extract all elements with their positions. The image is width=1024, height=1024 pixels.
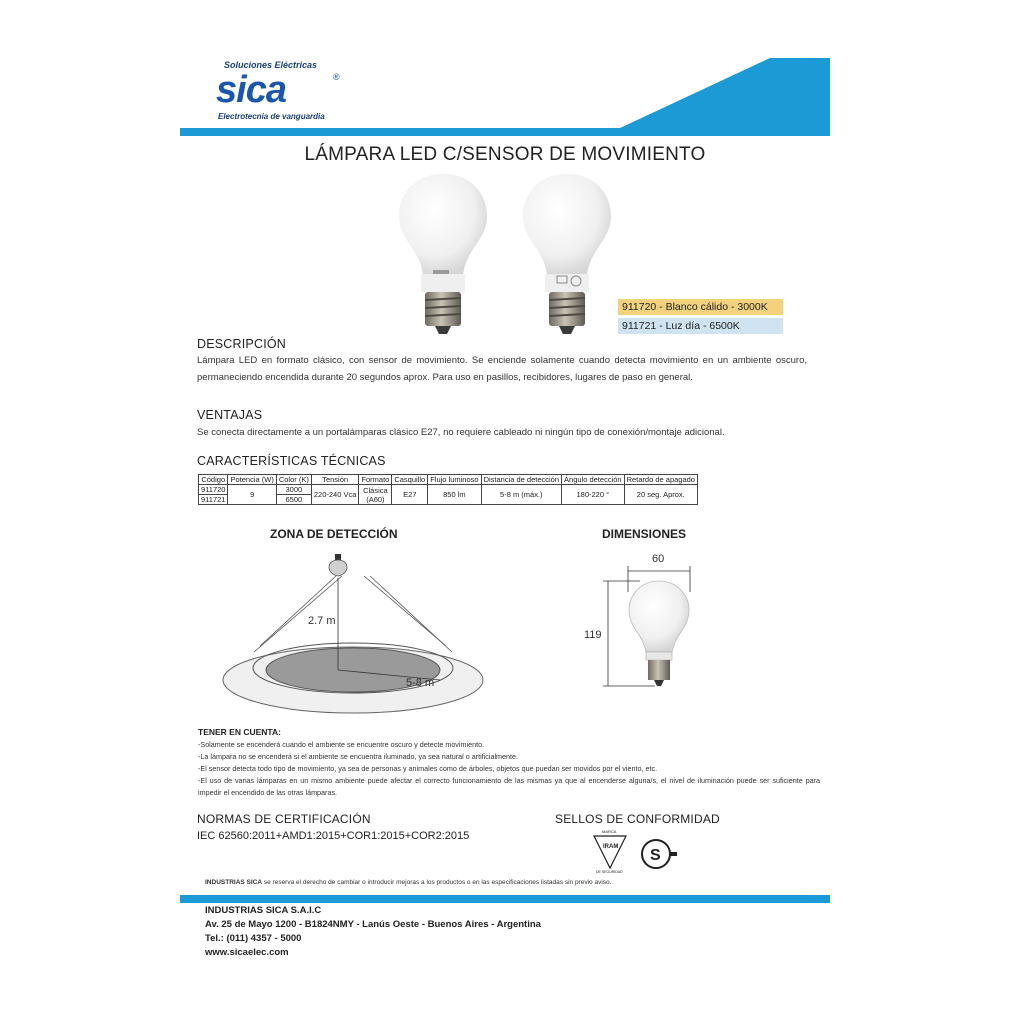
footer-bar (180, 895, 830, 903)
cell-color: 6500 (276, 495, 311, 505)
variant-label-daylight: 911721 - Luz día - 6500K (618, 318, 783, 334)
cell-format (359, 485, 392, 505)
col-voltage: Tensión (311, 475, 359, 485)
variant-label-warm: 911720 - Blanco cálido - 3000K (618, 299, 783, 315)
cell-code: 911720 (199, 485, 228, 495)
list-item: -Solamente se encenderá cuando el ambiente se encuentre oscuro y detecte movimiento. (198, 740, 485, 749)
col-code: Código (199, 475, 228, 485)
iram-seal-icon (594, 829, 626, 874)
notes-heading: TENER EN CUENTA: (198, 727, 281, 737)
specs-table (198, 474, 698, 505)
registered-mark: ® (333, 72, 340, 82)
s-mark-text: S (650, 847, 661, 864)
cell-format-line1: Clásica (363, 485, 388, 495)
product-bulbs-image (395, 170, 625, 340)
cell-socket: E27 (392, 485, 428, 505)
brand-tagline: Soluciones Eléctricas (224, 60, 318, 70)
col-format: Formato (359, 475, 392, 485)
col-color: Color (K) (276, 475, 311, 485)
footer-web[interactable]: www.sicaelec.com (205, 947, 289, 958)
advantages-heading: VENTAJAS (197, 408, 263, 422)
cell-voltage: 220-240 Vca (311, 485, 359, 505)
cell-angle: 180-220 ° (562, 485, 625, 505)
certification-standard: IEC 62560:2011+AMD1:2015+COR1:2015+COR2:2015 (197, 830, 470, 842)
col-socket: Casquillo (392, 475, 428, 485)
cell-distance: 5-8 m (máx.) (481, 485, 561, 505)
zone-radius-label: 5-8 m (406, 677, 435, 689)
table-row (199, 485, 698, 495)
disclaimer-text: se reserva el derecho de cambiar o introducir mejoras a los productos o en las especificaciones listadas sin previo aviso. (262, 879, 612, 886)
col-angle: Ángulo detección (562, 475, 625, 485)
col-flux: Flujo luminoso (428, 475, 481, 485)
disclaimer-company: INDUSTRIAS SICA (205, 879, 263, 886)
footer-address: Av. 25 de Mayo 1200 - B1824NMY - Lanús Oeste - Buenos Aires - Argentina (205, 919, 541, 930)
cell-flux: 850 lm (428, 485, 481, 505)
list-item: -El uso de varias lámparas en un mismo ambiente puede afectar el correcto funcionamiento de las mismas ya que al encenderse alguna/s, el nivel de iluminación puede ser suficiente para impedir el encendido de las otras lámparas. (198, 776, 820, 797)
bulb-warm (399, 174, 487, 334)
certification-heading: NORMAS DE CERTIFICACIÓN (197, 812, 371, 826)
list-item: -El sensor detecta todo tipo de movimiento, ya sea de personas y animales como de árboles, objetos que puedan ser movidos por el viento, etc. (198, 764, 658, 773)
cell-color: 3000 (276, 485, 311, 495)
brand-logo: sica (216, 69, 286, 111)
cell-power: 9 (228, 485, 276, 505)
detection-zone-diagram (218, 548, 488, 718)
col-distance: Distancia de detección (481, 475, 561, 485)
dimensions-heading: DIMENSIONES (602, 527, 687, 541)
description-heading: DESCRIPCIÓN (197, 337, 287, 351)
list-item: -La lámpara no se encenderá si el ambiente se encuentra iluminado, ya sea natural o artificialmente. (198, 752, 519, 761)
specs-header-row (199, 475, 698, 485)
dimension-height-label: 119 (584, 629, 602, 641)
dimensions-diagram (580, 548, 710, 693)
brand-slogan: Electrotecnia de vanguardia (218, 112, 325, 121)
cell-code: 911721 (199, 495, 228, 505)
cell-delay: 20 seg. Aprox. (624, 485, 697, 505)
footer-company: INDUSTRIAS SICA S.A.I.C (205, 905, 322, 916)
conformity-seals (590, 828, 690, 878)
col-delay: Retardo de apagado (624, 475, 697, 485)
col-power: Potencia (W) (228, 475, 276, 485)
iram-mid-text: IRAM (603, 844, 619, 850)
disclaimer (205, 879, 611, 886)
cell-format-line2: (A60) (366, 494, 385, 504)
footer-phone: Tel.: (011) 4357 - 5000 (205, 933, 302, 944)
notes-list (198, 739, 820, 799)
document-title: LÁMPARA LED C/SENSOR DE MOVIMIENTO (304, 144, 706, 165)
specs-heading: CARACTERÍSTICAS TÉCNICAS (197, 454, 386, 468)
description-text: Lámpara LED en formato clásico, con sensor de movimiento. Se enciende solamente cuando detecta movimiento en un ambiente oscuro, permaneciendo encendida durante 20 segundos aprox. Para uso en pasillos, recibidores, lugares de paso en general. (197, 355, 807, 383)
bulb-daylight (523, 174, 611, 334)
iram-top-text: MARCA (602, 829, 617, 834)
s-mark-seal-icon (642, 840, 677, 868)
dimension-width-label: 60 (652, 553, 665, 565)
detection-zone-heading: ZONA DE DETECCIÓN (270, 527, 398, 541)
zone-height-label: 2.7 m (308, 615, 336, 627)
seals-heading: SELLOS DE CONFORMIDAD (555, 812, 720, 826)
advantages-text: Se conecta directamente a un portalámparas clásico E27, no requiere cableado ni ningún tipo de conexión/montaje adicional. (197, 427, 725, 438)
iram-bottom-text: DE SEGURIDAD (596, 870, 623, 874)
